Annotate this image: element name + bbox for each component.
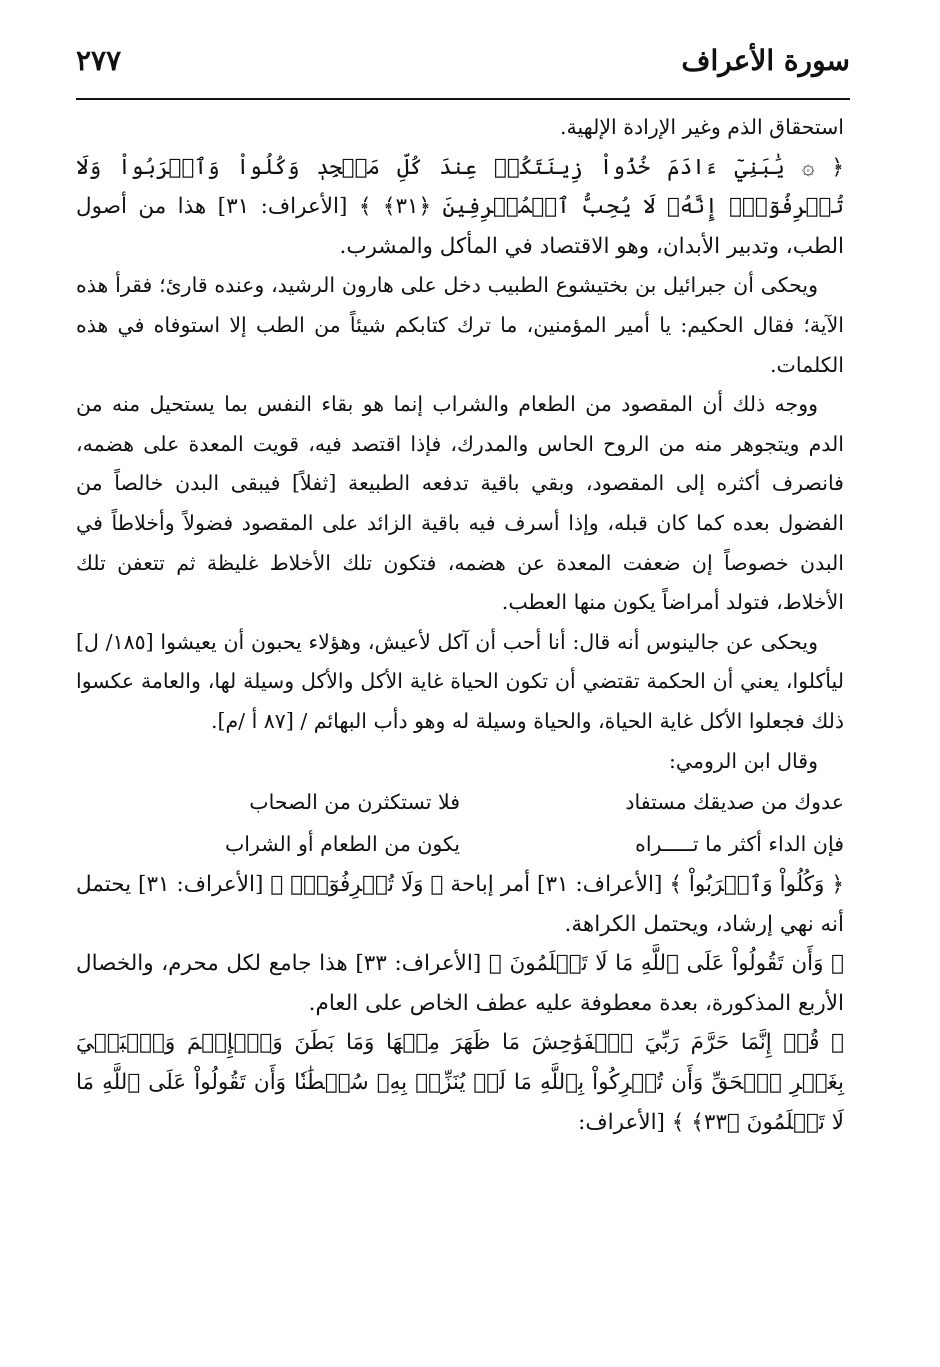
surah-title: سورة الأعراف <box>681 44 850 77</box>
paragraph-galen: ويحكى عن جالينوس أنه قال: أنا أحب أن آكل لأعيش، وهؤلاء يحبون أن يعيشوا [١٨٥/ ل] ليأكلوا، يعني أن الحكمة تقتضي أن تكون الحياة غاية الأكل والأكل وسيلة لها، والعامة عكسوا ذلك فجعلوا الأكل غاية الحياة، والحياة وسيلة له وهو دأب البهائم / [٨٧ أ /م]. <box>76 629 844 733</box>
poem-second-hemistich: فلا تستكثرن من الصحاب <box>249 790 460 815</box>
poem-first-hemistich: عدوك من صديقك مستفاد <box>625 790 844 815</box>
paragraph-verse-33-full: ﴿ قُلۡ إِنَّمَا حَرَّمَ رَبِّيَ ٱلۡفَوَٰحِشَ مَا ظَهَرَ مِنۡهَا وَمَا بَطَنَ وَٱلۡإِثۡمَ وَٱلۡبَغۡيَ بِغَيۡرِ ٱلۡحَقِّ وَأَن تُشۡرِكُواْ بِٱللَّهِ مَا لَمۡ يُنَزِّلۡ بِهِۦ سُلۡطَٰنٗا وَأَن تَقُولُواْ عَلَى ٱللَّهِ مَا لَا تَعۡلَمُونَ ﴿٣٣﴾ ﴾ [الأعراف: <box>76 1030 844 1135</box>
poem <box>76 781 844 865</box>
poem-intro: وقال ابن الرومي: <box>668 748 818 773</box>
paragraph-continuation: استحقاق الذم وغير الإرادة الإلهية. <box>559 115 844 139</box>
page-number: ٢٧٧ <box>76 44 122 77</box>
poem-second-hemistich: يكون من الطعام أو الشراب <box>224 832 460 857</box>
paragraph-verse-33: ﴿ وَأَن تَقُولُواْ عَلَى ٱللَّهِ مَا لَا تَعۡلَمُونَ ﴾ [الأعراف: ٣٣] هذا جامع لكل محرم، والخصال الأربع المذكورة، بعدة معطوفة عليه عطف الخاص على العام. <box>76 951 844 1016</box>
paragraph-jibrail-story: ويحكى أن جبرائيل بن بختيشوع الطبيب دخل على هارون الرشيد، وعنده قارئ؛ فقرأ هذه الآية؛ فقال الحكيم: يا أمير المؤمنين، ما ترك كتابكم شيئاً من الطب إلا استوفاه في هذه الكلمات. <box>76 273 844 377</box>
page-header <box>76 42 850 100</box>
paragraph-eat-drink: ﴿ وَكُلُواْ وَٱشۡرَبُواْ ﴾ [الأعراف: ٣١] أمر إباحة ﴿ وَلَا تُسۡرِفُوٓاْۚ ﴾ [الأعراف: ٣١] يحتمل أنه نهي إرشاد، ويحتمل الكراهة. <box>76 872 844 937</box>
paragraph-verse-31: ﴿ ۞ يَٰبَنِيٓ ءَادَمَ خُذُواْ زِينَتَكُمۡ عِندَ كُلِّ مَسۡجِدٖ وَكُلُواْ وَٱشۡرَبُواْ وَلَا تُسۡرِفُوٓاْۚ إِنَّهُۥ لَا يُحِبُّ ٱلۡمُسۡرِفِينَ ﴿٣١﴾ ﴾ [الأعراف: ٣١] هذا من أصول الطب، وتدبير الأبدان، وهو الاقتصاد في المأكل والمشرب. <box>76 154 844 259</box>
poem-line <box>76 823 844 865</box>
poem-line <box>76 781 844 823</box>
poem-first-hemistich: فإن الداء أكثر ما تـــــراه <box>635 832 844 857</box>
page-body <box>76 108 844 1142</box>
paragraph-explanation: ووجه ذلك أن المقصود من الطعام والشراب إنما هو بقاء النفس بما يستحيل منه من الدم ويتجوهر منه من الروح الحاس والمدرك، فإذا اقتصد فيه، قويت المعدة على هضمه، فانصرف أكثره إلى المقصود، وبقي باقية تدفعه الطبيعة [ثفلاً] فيبقى البدن خالصاً من الفضول بعده كما كان قبله، وإذا أسرف فيه باقية الزائد على المقصود فضولاً وأخلاطاً في البدن خصوصاً إن ضعفت المعدة عن هضمه، فتكون تلك الأخلاط غليظة ثم تتعفن تلك الأخلاط، فتولد أمراضاً يكون منها العطب. <box>76 392 844 615</box>
